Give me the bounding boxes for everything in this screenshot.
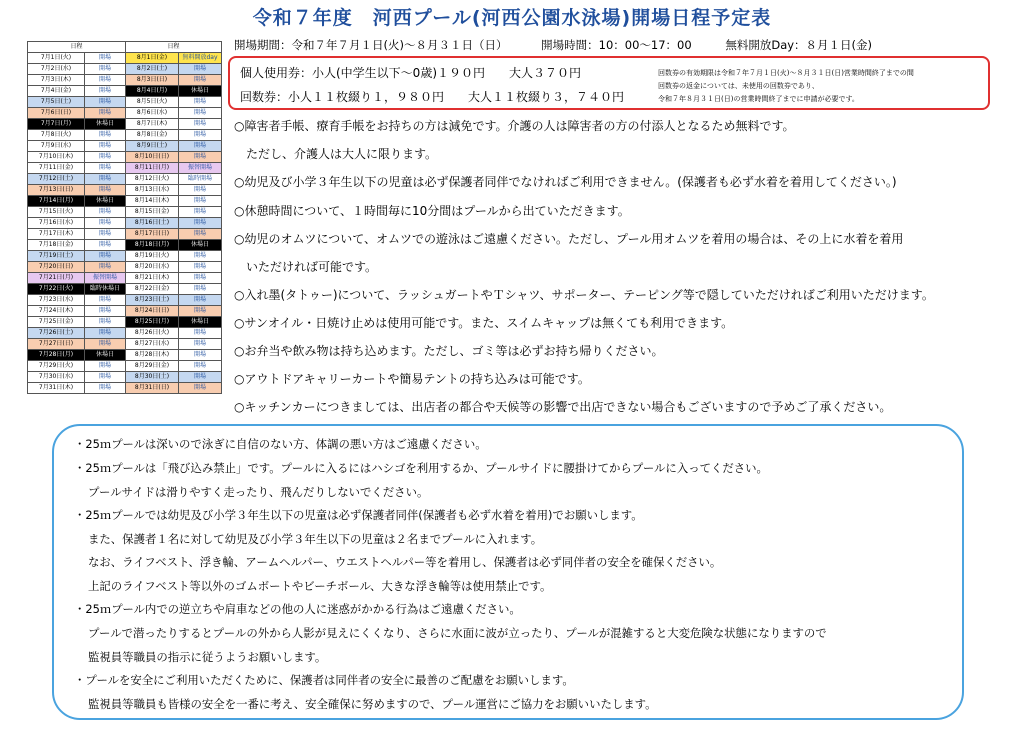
calendar-date: 8月23日(土) — [126, 295, 179, 306]
calendar-row — [126, 350, 222, 361]
calendar-date: 7月23日(水) — [28, 295, 85, 306]
calendar-row — [28, 163, 126, 174]
calendar-row — [28, 317, 126, 328]
calendar-status: 開場 — [179, 328, 222, 339]
calendar-status: 開場 — [85, 306, 126, 317]
calendar-row — [126, 64, 222, 75]
calendar-row — [28, 306, 126, 317]
calendar-status: 休場日 — [85, 196, 126, 207]
calendar-date: 7月31日(木) — [28, 383, 85, 394]
calendar-date: 7月26日(土) — [28, 328, 85, 339]
calendar-status: 振替開場 — [85, 273, 126, 284]
calendar-date: 8月12日(火) — [126, 174, 179, 185]
calendar-status: 開場 — [85, 328, 126, 339]
calendar-date: 8月18日(月) — [126, 240, 179, 251]
calendar-date: 8月19日(火) — [126, 251, 179, 262]
calendar-status: 臨時休場日 — [85, 284, 126, 295]
calendar-date: 7月20日(日) — [28, 262, 85, 273]
calendar-row — [28, 328, 126, 339]
calendar-status: 開場 — [85, 64, 126, 75]
coupon-ticket-price: 回数券：小人１１枚綴り１，９８０円 大人１１枚綴り３，７４０円 — [240, 90, 625, 104]
calendar-status: 開場 — [179, 295, 222, 306]
calendar-date: 7月11日(金) — [28, 163, 85, 174]
calendar-date: 7月1日(火) — [28, 53, 85, 64]
calendar-row — [28, 372, 126, 383]
calendar-status: 開場 — [85, 108, 126, 119]
calendar-status: 開場 — [85, 174, 126, 185]
calendar-date: 7月4日(金) — [28, 86, 85, 97]
calendar-status: 開場 — [179, 383, 222, 394]
calendar-status: 休場日 — [179, 240, 222, 251]
rule-item: ただし、介護人は大人に限ります。 — [234, 147, 438, 161]
calendar-status: 開場 — [85, 163, 126, 174]
calendar-date: 8月26日(火) — [126, 328, 179, 339]
calendar-row — [126, 108, 222, 119]
calendar-date: 8月31日(日) — [126, 383, 179, 394]
calendar-row — [126, 119, 222, 130]
calendar-row — [28, 97, 126, 108]
calendar-status: 開場 — [85, 75, 126, 86]
free-day: 無料開放Day：８月１日(金) — [725, 38, 873, 52]
calendar-row — [126, 372, 222, 383]
calendar-row — [28, 119, 126, 130]
info-line — [234, 37, 902, 53]
ticket-box — [228, 56, 990, 110]
calendar-status: 開場 — [179, 97, 222, 108]
calendar-row — [28, 251, 126, 262]
calendar-date: 7月9日(水) — [28, 141, 85, 152]
calendar-status: 開場 — [85, 262, 126, 273]
calendar-row — [28, 218, 126, 229]
pool25-notice-item: ・25ｍプール内での逆立ちや肩車などの他の人に迷惑がかかる行為はご遠慮ください。 — [74, 602, 521, 616]
calendar-date: 7月29日(火) — [28, 361, 85, 372]
calendar-date: 8月13日(水) — [126, 185, 179, 196]
calendar-date: 7月25日(金) — [28, 317, 85, 328]
calendar-status: 開場 — [179, 350, 222, 361]
calendar-date: 7月18日(金) — [28, 240, 85, 251]
calendar-status: 開場 — [179, 108, 222, 119]
calendar-status: 開場 — [179, 251, 222, 262]
calendar-status: 休場日 — [85, 350, 126, 361]
calendar-status: 開場 — [85, 152, 126, 163]
calendar-status: 開場 — [85, 185, 126, 196]
calendar-row — [28, 141, 126, 152]
calendar-row — [126, 229, 222, 240]
calendar-date: 8月7日(木) — [126, 119, 179, 130]
calendar-date: 7月15日(火) — [28, 207, 85, 218]
calendar-date: 8月3日(日) — [126, 75, 179, 86]
calendar-date: 7月2日(水) — [28, 64, 85, 75]
calendar-row — [28, 174, 126, 185]
calendar-date: 7月10日(木) — [28, 152, 85, 163]
rule-item: ○休憩時間について、１時間毎に10分間はプールから出ていただきます。 — [234, 204, 630, 218]
rule-item: ○お弁当や飲み物は持ち込めます。ただし、ゴミ等は必ずお持ち帰りください。 — [234, 344, 664, 358]
calendar-row — [126, 317, 222, 328]
ticket-note: 回数券の返金については、未使用の回数券であり、 — [658, 82, 819, 90]
calendar-date: 8月30日(土) — [126, 372, 179, 383]
calendar-row — [28, 240, 126, 251]
calendar-status: 開場 — [85, 141, 126, 152]
ticket-note: 令和７年８月３１日(日)の営業時間終了までに申請が必要です。 — [658, 95, 859, 103]
calendar-row — [126, 152, 222, 163]
calendar-row — [126, 130, 222, 141]
rule-item: ○幼児のオムツについて、オムツでの遊泳はご遠慮ください。ただし、プール用オムツを着用の場合は、その上に水着を着用 — [234, 232, 904, 246]
ticket-note: 回数券の有効期限は令和７年７月１日(火)～８月３１日(日)営業時間終了までの間 — [658, 69, 914, 77]
pool25-notice-item: 監視員等職員の指示に従うようお願いします。 — [88, 650, 327, 664]
calendar-row — [28, 152, 126, 163]
calendar-header: 日程 — [28, 42, 126, 53]
calendar-status: 開場 — [179, 141, 222, 152]
calendar-row — [126, 339, 222, 350]
calendar-status: 開場 — [85, 207, 126, 218]
calendar-date: 8月29日(金) — [126, 361, 179, 372]
pool25-notice-item: ・25ｍプールでは幼児及び小学３年生以下の児童は必ず保護者同伴(保護者も必ず水着を着用)でお願いします。 — [74, 508, 643, 522]
calendar-date: 7月28日(月) — [28, 350, 85, 361]
open-hours: 開場時間：10：00～17：00 — [541, 38, 692, 52]
calendar-row — [126, 328, 222, 339]
calendar-row — [28, 284, 126, 295]
calendar-status: 開場 — [85, 229, 126, 240]
calendar-row — [28, 86, 126, 97]
calendar-status: 開場 — [85, 86, 126, 97]
calendar-row — [126, 284, 222, 295]
calendar-date: 8月10日(日) — [126, 152, 179, 163]
calendar-status: 開場 — [179, 64, 222, 75]
calendar-status: 開場 — [179, 75, 222, 86]
calendar-row — [28, 350, 126, 361]
calendar-status: 開場 — [85, 97, 126, 108]
calendar-date: 8月25日(月) — [126, 317, 179, 328]
calendar-date: 7月3日(木) — [28, 75, 85, 86]
calendar-date: 8月2日(土) — [126, 64, 179, 75]
calendar-status: 開場 — [179, 196, 222, 207]
calendar-status: 休場日 — [85, 119, 126, 130]
calendar-row — [126, 361, 222, 372]
calendar-status: 開場 — [179, 361, 222, 372]
calendar-status: 開場 — [179, 372, 222, 383]
calendar-row — [126, 262, 222, 273]
calendar-row — [28, 185, 126, 196]
calendar-date: 8月22日(金) — [126, 284, 179, 295]
calendar-date: 8月9日(土) — [126, 141, 179, 152]
calendar-date: 7月30日(水) — [28, 372, 85, 383]
calendar-date: 7月7日(月) — [28, 119, 85, 130]
rule-item: ○障害者手帳、療育手帳をお持ちの方は減免です。介護の人は障害者の方の付添人となるため無料です。 — [234, 119, 795, 133]
calendar-row — [28, 108, 126, 119]
calendar-status: 開場 — [179, 284, 222, 295]
calendar-row — [28, 361, 126, 372]
calendar-date: 8月14日(木) — [126, 196, 179, 207]
pool25-notice-item: ・25ｍプールは深いので泳ぎに自信のない方、体調の悪い方はご遠慮ください。 — [74, 437, 487, 451]
calendar-status: 開場 — [179, 273, 222, 284]
calendar-status: 開場 — [85, 339, 126, 350]
calendar-status: 開場 — [85, 372, 126, 383]
open-period: 開場期間：令和７年７月１日(火)～８月３１日（日） — [234, 38, 508, 52]
calendar-date: 8月21日(木) — [126, 273, 179, 284]
calendar-date: 8月5日(火) — [126, 97, 179, 108]
calendar-header: 日程 — [126, 42, 222, 53]
calendar-status: 開場 — [179, 262, 222, 273]
pool25-notice-item: プールで潜ったりするとプールの外から人影が見えにくくなり、さらに水面に波が立ったり、プールが混雑すると大変危険な状態になりますので — [88, 626, 827, 640]
calendar-date: 8月27日(水) — [126, 339, 179, 350]
calendar-status: 開場 — [85, 251, 126, 262]
rule-item: ○キッチンカーにつきましては、出店者の都合や天候等の影響で出店できない場合もございますので予めご了承ください。 — [234, 400, 892, 414]
calendar-date: 8月17日(日) — [126, 229, 179, 240]
calendar-date: 8月8日(金) — [126, 130, 179, 141]
calendar-row — [28, 64, 126, 75]
calendar-row — [126, 53, 222, 64]
calendar-date: 8月24日(日) — [126, 306, 179, 317]
calendar-status: 開場 — [179, 185, 222, 196]
pool25-notice-item: プールサイドは滑りやすく走ったり、飛んだりしないでください。 — [88, 485, 429, 499]
calendar-row — [126, 185, 222, 196]
calendar-row — [126, 383, 222, 394]
calendar-row — [126, 141, 222, 152]
pool25-notice-box — [52, 424, 964, 720]
pool25-notice-item: 上記のライフベスト等以外のゴムボートやビーチボール、大きな浮き輪等は使用禁止です。 — [88, 579, 552, 593]
calendar-date: 7月17日(木) — [28, 229, 85, 240]
calendar-status: 開場 — [85, 383, 126, 394]
calendar-date: 7月19日(土) — [28, 251, 85, 262]
calendar-status: 振替開場 — [179, 163, 222, 174]
calendar-row — [126, 251, 222, 262]
calendar-row — [126, 240, 222, 251]
calendar-row — [126, 97, 222, 108]
rule-item: ○幼児及び小学３年生以下の児童は必ず保護者同伴でなければご利用できません。(保護者も必ず水着を着用してください。) — [234, 175, 897, 189]
calendar-row — [126, 306, 222, 317]
calendar-status: 開場 — [85, 240, 126, 251]
july-calendar — [27, 41, 126, 394]
calendar-row — [126, 86, 222, 97]
calendar-date: 7月24日(木) — [28, 306, 85, 317]
pool25-notice-item: なお、ライフベスト、浮き輪、アームヘルパー、ウエストヘルパー等を着用し、保護者は必ず同伴者の安全を確保ください。 — [88, 555, 722, 569]
pool25-notice-item: 監視員等職員も皆様の安全を一番に考え、安全確保に努めますので、プール運営にご協力をお願いいたします。 — [88, 697, 657, 711]
individual-ticket-price: 個人使用券：小人(中学生以下～0歳)１９０円 大人３７０円 — [240, 66, 582, 80]
calendar-status: 開場 — [179, 152, 222, 163]
calendar-date: 7月12日(土) — [28, 174, 85, 185]
calendar-row — [28, 130, 126, 141]
calendar-date: 7月6日(日) — [28, 108, 85, 119]
calendar-date: 8月15日(金) — [126, 207, 179, 218]
calendar-row — [126, 75, 222, 86]
calendar-date: 7月22日(火) — [28, 284, 85, 295]
calendar-row — [28, 207, 126, 218]
calendar-row — [28, 262, 126, 273]
calendar-status: 開場 — [179, 130, 222, 141]
calendar-status: 開場 — [179, 119, 222, 130]
calendar-date: 7月14日(月) — [28, 196, 85, 207]
calendar-status: 開場 — [85, 218, 126, 229]
calendar-row — [28, 229, 126, 240]
calendar-date: 7月5日(土) — [28, 97, 85, 108]
calendar-date: 8月1日(金) — [126, 53, 179, 64]
pool25-notice-item: ・25ｍプールは「飛び込み禁止」です。プールに入るにはハシゴを利用するか、プールサイドに腰掛けてからプールに入ってください。 — [74, 461, 768, 475]
calendar-date: 7月8日(火) — [28, 130, 85, 141]
calendar-date: 7月27日(日) — [28, 339, 85, 350]
calendar-row — [126, 163, 222, 174]
calendar-status: 開場 — [179, 229, 222, 240]
rule-item: ○サンオイル・日焼け止めは使用可能です。また、スイムキャップは無くても利用できます。 — [234, 316, 734, 330]
calendar-date: 8月4日(月) — [126, 86, 179, 97]
calendar-row — [126, 273, 222, 284]
calendar-date: 7月21日(月) — [28, 273, 85, 284]
calendar-status: 臨時開場 — [179, 174, 222, 185]
calendar-date: 8月6日(水) — [126, 108, 179, 119]
calendar-row — [126, 207, 222, 218]
calendar-status: 休場日 — [179, 86, 222, 97]
rule-item: ○アウトドアキャリーカートや簡易テントの持ち込みは可能です。 — [234, 372, 590, 386]
calendar-status: 開場 — [85, 361, 126, 372]
calendar-row — [28, 339, 126, 350]
calendar-status: 開場 — [85, 317, 126, 328]
calendar-date: 8月16日(土) — [126, 218, 179, 229]
rule-item: いただければ可能です。 — [234, 260, 378, 274]
calendar-status: 休場日 — [179, 317, 222, 328]
calendar-status: 開場 — [179, 306, 222, 317]
calendar-date: 7月16日(水) — [28, 218, 85, 229]
calendar-status: 開場 — [179, 207, 222, 218]
calendar-row — [126, 218, 222, 229]
calendar-status: 開場 — [85, 53, 126, 64]
calendar-status: 開場 — [179, 218, 222, 229]
calendar-date: 8月28日(木) — [126, 350, 179, 361]
calendar-row — [28, 75, 126, 86]
calendar-row — [28, 196, 126, 207]
calendar-date: 8月11日(月) — [126, 163, 179, 174]
calendar-status: 開場 — [85, 130, 126, 141]
calendar-status: 無料開放day — [179, 53, 222, 64]
calendar-date: 7月13日(日) — [28, 185, 85, 196]
calendar-date: 8月20日(水) — [126, 262, 179, 273]
pool25-notice-item: ・プールを安全にご利用いただくために、保護者は同伴者の安全に最善のご配慮をお願いします。 — [74, 673, 574, 687]
august-calendar — [125, 41, 222, 394]
calendar-status: 開場 — [179, 339, 222, 350]
calendar-row — [126, 174, 222, 185]
calendar-row — [28, 295, 126, 306]
calendar-row — [126, 295, 222, 306]
calendar-row — [28, 273, 126, 284]
pool25-notice-item: また、保護者１名に対して幼児及び小学３年生以下の児童は２名までプールに入れます。 — [88, 532, 543, 546]
calendar-row — [28, 383, 126, 394]
calendar-row — [126, 196, 222, 207]
calendar-status: 開場 — [85, 295, 126, 306]
rule-item: ○入れ墨(タトゥー)について、ラッシュガートやＴシャツ、サポーター、テーピング等で隠していただければご利用いただけます。 — [234, 288, 934, 302]
page-title: 令和７年度 河西プール(河西公園水泳場)開場日程予定表 — [252, 7, 772, 29]
calendar-row — [28, 53, 126, 64]
